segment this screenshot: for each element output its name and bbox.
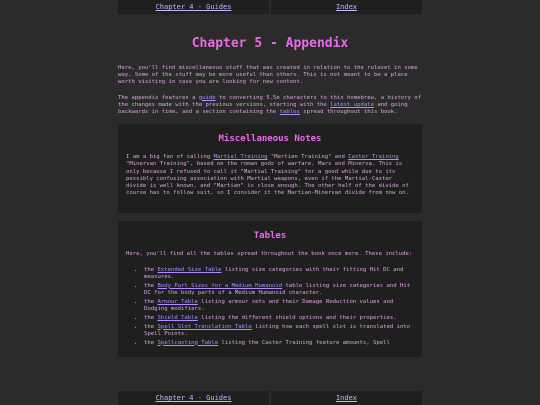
tables-intro: Here, you'll find all the tables spread throughout the book once more. These include: bbox=[126, 251, 413, 258]
list-item-post: listing size categories with their fitting Hit DC and measures. bbox=[144, 266, 404, 280]
spellcasting-table-link[interactable]: Spellcasting Table bbox=[157, 339, 219, 346]
page-title: Chapter 5 - Appendix bbox=[191, 36, 349, 51]
nav-prev-chapter-link[interactable]: Chapter 4 - Guides bbox=[118, 391, 269, 405]
nav-index-link[interactable]: Index bbox=[271, 391, 422, 405]
list-item-post: table listing size categories and Hit DC for the body parts of a Medium Humanoid character. bbox=[144, 282, 411, 296]
misc-text: "Martian Training" and bbox=[267, 154, 349, 161]
misc-notes-paragraph bbox=[126, 154, 414, 197]
main-content bbox=[118, 14, 422, 391]
misc-text: I am a big fan of calling bbox=[126, 154, 214, 161]
caster-training-link[interactable]: Caster Training bbox=[348, 154, 399, 161]
list-item-pre: the bbox=[144, 339, 158, 346]
list-item-pre: the bbox=[144, 298, 158, 305]
shield-table-link[interactable]: Shield Table bbox=[157, 314, 198, 321]
intro-text: and going backwards in time, and a section containing the bbox=[118, 101, 408, 116]
list-item-pre: the bbox=[144, 323, 158, 330]
extended-size-table-link[interactable]: Extended Size Table bbox=[157, 266, 222, 273]
misc-notes-section bbox=[118, 124, 422, 213]
list-item-pre: the bbox=[144, 282, 158, 289]
intro-text: spread throughout this book. bbox=[299, 109, 398, 116]
list-item bbox=[144, 324, 414, 338]
tables-link[interactable]: tables bbox=[279, 109, 300, 116]
nav-index-link[interactable]: Index bbox=[271, 0, 422, 14]
spell-slot-translation-table-link[interactable]: Spell Slot Translation Table bbox=[157, 323, 252, 330]
list-item-post: listing the different shield options and their properties. bbox=[197, 314, 397, 321]
list-item bbox=[144, 283, 414, 297]
top-navigation bbox=[118, 0, 422, 14]
list-item-post: listing armour sets and their Damage Reduction values and Dodging modifiers. bbox=[144, 298, 394, 312]
list-item-post: listing the Caster Training feature amounts, Spell bbox=[218, 339, 390, 346]
list-item bbox=[144, 299, 414, 313]
list-item-post: listing how each spell slot is translated into Spell Points. bbox=[144, 323, 411, 337]
list-item-pre: the bbox=[144, 314, 158, 321]
bottom-navigation bbox=[118, 391, 422, 405]
list-item bbox=[144, 267, 414, 281]
misc-text: "Minervan Training", based on the roman gods of warfare, Mars and Minerva. This is only because I refused to call it "Martial Training" for a good while due to its possibly confusing association with Martial weapons, even if the Martial-Caster divide is well known, and "Martian" is close enough. The other half of the divide of course has to follow suit, so I consider it the Martian-Minervan divide from now on. bbox=[126, 161, 409, 197]
misc-notes-heading: Miscellaneous Notes bbox=[218, 134, 322, 145]
intro-paragraph-1: Here, you'll find miscellaneous stuff that was created in relation to the ruleset in some way. Some of the stuff may be more useful than others. This is not meant to be a place worth visiting in case you are looking for new content. bbox=[118, 65, 418, 86]
list-item bbox=[144, 340, 414, 347]
armour-table-link[interactable]: Armour Table bbox=[157, 298, 198, 305]
tables-heading: Tables bbox=[253, 231, 287, 242]
tables-list bbox=[126, 267, 414, 347]
list-item-pre: the bbox=[144, 266, 158, 273]
tables-section bbox=[118, 221, 422, 356]
intro-text: The appendix features a bbox=[118, 94, 199, 101]
guide-link[interactable]: guide bbox=[198, 94, 216, 101]
nav-prev-chapter-link[interactable]: Chapter 4 - Guides bbox=[118, 0, 269, 14]
body-part-sizes-link[interactable]: Body Part Sizes for a Medium Humanoid bbox=[157, 282, 283, 289]
latest-update-link[interactable]: latest update bbox=[330, 101, 374, 108]
intro-paragraph-2 bbox=[118, 95, 422, 117]
list-item bbox=[144, 315, 414, 322]
martial-training-link[interactable]: Martial Training bbox=[213, 154, 268, 161]
intro-text: to converting 5.5e characters to this homebrew, a history of the changes made with the previous versions, starting with the bbox=[118, 94, 422, 108]
